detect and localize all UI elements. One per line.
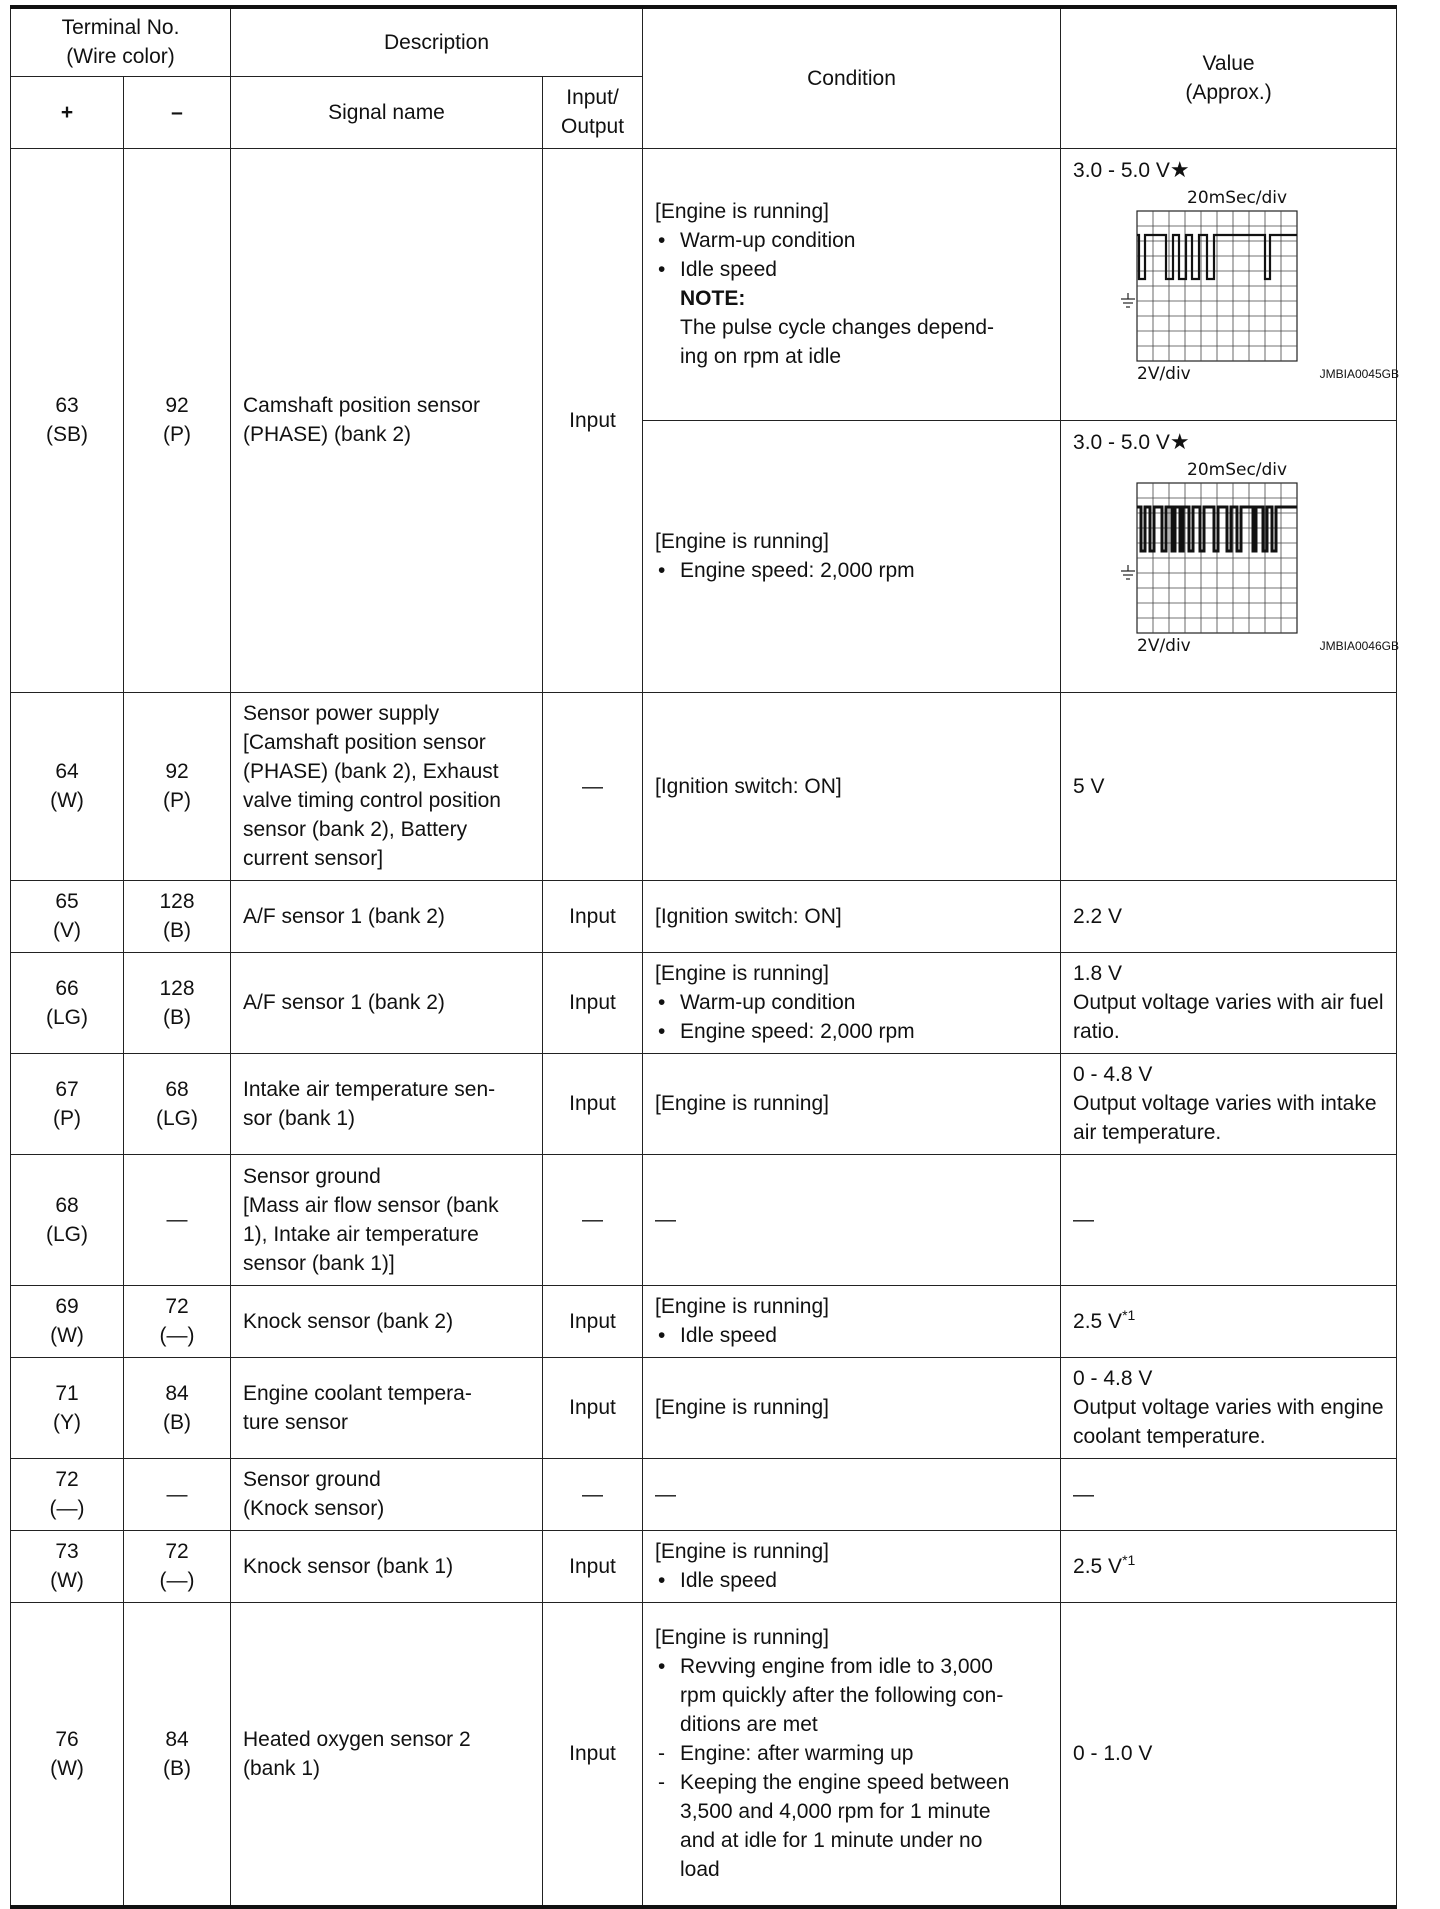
signal-name-cell (231, 692, 543, 880)
value-line: ratio. (1073, 1020, 1120, 1043)
value-line: 1.8 V (1073, 962, 1123, 985)
plus-terminal-number: 73 (55, 1540, 79, 1563)
value-cell (1061, 952, 1397, 1053)
signal-name-line: 1), Intake air temperature (243, 1222, 479, 1246)
condition-item (655, 1652, 1048, 1739)
signal-name-line: ture sensor (243, 1410, 349, 1434)
value-range: 3.0 - 5.0 V (1073, 158, 1170, 182)
condition-cell (643, 1053, 1061, 1154)
signal-name-cell (231, 1053, 543, 1154)
plus-terminal-cell (11, 692, 124, 880)
terminal-header (11, 7, 231, 76)
value-label: Value (1202, 52, 1255, 76)
plus-terminal-cell (11, 1285, 124, 1357)
approx-label: (Approx.) (1185, 81, 1272, 105)
condition-item (655, 1566, 1048, 1595)
signal-name-line: Heated oxygen sensor 2 (243, 1727, 471, 1751)
condition-item-text: Warm-up condition (680, 991, 856, 1014)
signal-name-line: Intake air temperature sen- (243, 1077, 496, 1101)
condition-item-text: Engine speed: 2,000 rpm (680, 1020, 915, 1043)
condition-item (655, 255, 1048, 284)
plus-wire-color: (V) (53, 919, 81, 942)
bullet-mark: • (658, 991, 666, 1014)
input-output-cell: Input (543, 1285, 643, 1357)
signal-name-line: (PHASE) (bank 2), Exhaust (243, 760, 499, 783)
condition-item-line: Engine: after warming up (680, 1742, 914, 1766)
plus-terminal-cell (11, 1458, 124, 1530)
time-division-label: 20mSec/div (1187, 459, 1288, 480)
condition-item (655, 226, 1048, 255)
signal-name-cell (231, 1602, 543, 1907)
value-text: 2.5 V (1073, 1554, 1123, 1578)
condition-item-line: and at idle for 1 minute under no (680, 1829, 983, 1853)
signal-name-header: Signal name (231, 76, 543, 148)
value-cell (1061, 1053, 1397, 1154)
wire-color-label: (Wire color) (66, 45, 175, 69)
volt-division-label: 2V/div (1137, 363, 1191, 384)
condition-item-text: Idle speed (680, 1324, 777, 1347)
signal-name-line: Knock sensor (bank 1) (243, 1554, 454, 1578)
note-text: The pulse cycle changes depend- (680, 316, 995, 339)
terminal-table (10, 5, 1400, 1909)
bullet-mark: • (658, 1020, 666, 1043)
signal-name-line: Sensor power supply (243, 702, 440, 725)
value-cell (1061, 420, 1400, 692)
signal-name-cell (231, 1530, 543, 1602)
table-row (11, 1357, 1397, 1458)
input-output-cell: Input (543, 148, 643, 692)
value-text: 2.2 V (1073, 904, 1123, 928)
input-output-cell: Input (543, 1053, 643, 1154)
minus-terminal-cell (124, 1357, 231, 1458)
signal-name-line: A/F sensor 1 (bank 2) (243, 904, 445, 928)
condition-cell (643, 1357, 1061, 1458)
description-header: Description (231, 7, 643, 76)
minus-terminal-cell (124, 1458, 231, 1530)
condition-heading: [Engine is running] (655, 530, 829, 553)
condition-item-text: Idle speed (680, 1569, 777, 1592)
value-range: 3.0 - 5.0 V (1073, 430, 1170, 454)
condition-item-text: Engine speed: 2,000 rpm (680, 559, 915, 582)
minus-wire-color: (B) (163, 1410, 191, 1434)
table-row (11, 1053, 1397, 1154)
plus-wire-color: (Y) (53, 1410, 81, 1434)
minus-terminal-cell (124, 1530, 231, 1602)
condition-item-text: Warm-up condition (680, 229, 856, 252)
condition-cell (643, 1530, 1061, 1602)
signal-name-line: valve timing control position (243, 789, 501, 812)
table-body (11, 148, 1400, 1907)
plus-wire-color: (LG) (46, 1005, 88, 1029)
plus-wire-color: (—) (49, 1497, 85, 1520)
condition-text: — (655, 1482, 677, 1506)
io-label-bottom: Output (560, 115, 625, 138)
io-header (543, 76, 643, 148)
plus-terminal-number: 64 (55, 760, 79, 783)
bullet-mark: • (658, 229, 666, 252)
table-row (11, 1285, 1397, 1357)
plus-wire-color: (W) (50, 1756, 84, 1780)
condition-text: [Ignition switch: ON] (655, 904, 842, 928)
condition-item (655, 988, 1048, 1017)
bullet-mark: • (658, 1569, 666, 1592)
condition-heading: [Engine is running] (655, 1295, 829, 1318)
signal-name-line: (bank 1) (243, 1756, 321, 1780)
minus-wire-color: (B) (163, 1756, 191, 1780)
figure-code: JMBIA0046GB (1319, 638, 1400, 653)
signal-name-line: (Knock sensor) (243, 1497, 385, 1520)
input-output-cell: Input (543, 1357, 643, 1458)
plus-terminal-cell (11, 952, 124, 1053)
plus-terminal-cell (11, 1053, 124, 1154)
condition-header: Condition (643, 7, 1061, 148)
condition-cell (643, 148, 1061, 420)
condition-cell (643, 1154, 1061, 1285)
bullet-mark: • (658, 1324, 666, 1347)
value-line: coolant temperature. (1073, 1425, 1266, 1448)
ground-icon (1121, 293, 1135, 307)
condition-cell (643, 952, 1061, 1053)
condition-item-line: load (680, 1858, 720, 1882)
table-row (11, 1602, 1397, 1907)
value-cell (1061, 880, 1397, 952)
signal-name-line: current sensor] (243, 847, 384, 870)
condition-item-line: Revving engine from idle to 3,000 (680, 1655, 993, 1679)
terminal-label: Terminal No. (61, 16, 180, 40)
minus-terminal-number: 128 (159, 890, 195, 913)
minus-terminal-cell (124, 952, 231, 1053)
input-output-cell: Input (543, 952, 643, 1053)
signal-name-line: Sensor ground (243, 1164, 381, 1188)
bullet-mark: - (658, 1742, 666, 1766)
plus-wire-color: (LG) (46, 1222, 88, 1246)
condition-heading: [Engine is running] (655, 962, 829, 985)
figure-code: JMBIA0045GB (1319, 366, 1400, 381)
plus-terminal-number: 76 (55, 1727, 79, 1751)
plus-wire-color: (SB) (46, 423, 88, 446)
bullet-mark: • (658, 1655, 666, 1679)
value-line: Output voltage varies with engine (1073, 1396, 1384, 1419)
table-row (11, 880, 1397, 952)
condition-list (655, 226, 1048, 284)
table-row (11, 1530, 1397, 1602)
condition-text: — (655, 1208, 677, 1231)
condition-text: [Engine is running] (655, 1396, 829, 1419)
minus-terminal-number: 128 (159, 976, 195, 1000)
scope-grid (1137, 211, 1297, 361)
value-text: 2.5 V (1073, 1309, 1123, 1333)
plus-terminal-cell (11, 1154, 124, 1285)
plus-wire-color: (W) (50, 1324, 84, 1347)
condition-list (655, 1566, 1048, 1595)
input-output-cell: — (543, 692, 643, 880)
minus-terminal-number: — (166, 1482, 188, 1506)
signal-name-line: A/F sensor 1 (bank 2) (243, 991, 445, 1014)
note-heading: NOTE: (680, 287, 746, 310)
value-line: 0 - 4.8 V (1073, 1367, 1153, 1390)
signal-name-cell (231, 1285, 543, 1357)
condition-heading: [Engine is running] (655, 1540, 829, 1563)
condition-item-line: ditions are met (680, 1713, 818, 1737)
condition-item-line: rpm quickly after the following con- (680, 1684, 1004, 1708)
value-line: 0 - 4.8 V (1073, 1063, 1153, 1086)
value-cell (1061, 1458, 1397, 1530)
condition-list (655, 988, 1048, 1046)
signal-name-line: [Camshaft position sensor (243, 731, 486, 754)
plus-terminal-number: 69 (55, 1295, 79, 1318)
minus-terminal-number: 92 (165, 394, 189, 417)
waveform-trace (1137, 507, 1297, 551)
time-division-label: 20mSec/div (1187, 187, 1288, 208)
table-row (11, 148, 1397, 420)
plus-terminal-number: 66 (55, 976, 79, 1000)
condition-text: [Ignition switch: ON] (655, 774, 842, 798)
bullet-mark: • (658, 559, 666, 582)
condition-item (655, 1321, 1048, 1350)
signal-name-line: sensor (bank 1)] (243, 1251, 395, 1275)
minus-wire-color: (B) (163, 1005, 191, 1029)
table-row (11, 1154, 1397, 1285)
signal-name-cell (231, 148, 543, 692)
condition-item (655, 556, 1048, 585)
minus-terminal-number: — (166, 1208, 188, 1231)
condition-cell (643, 880, 1061, 952)
condition-item (655, 1768, 1048, 1884)
value-cell (1061, 148, 1400, 420)
plus-terminal-number: 67 (55, 1077, 79, 1101)
minus-terminal-number: 72 (165, 1295, 189, 1318)
value-text (1073, 155, 1384, 185)
plus-terminal-cell (11, 1530, 124, 1602)
plus-wire-color: (W) (50, 1569, 84, 1592)
minus-header: – (124, 76, 231, 148)
value-cell (1061, 1530, 1397, 1602)
condition-heading: [Engine is running] (655, 200, 829, 223)
minus-terminal-cell (124, 1602, 231, 1907)
minus-wire-color: (B) (163, 919, 191, 942)
plus-terminal-number: 71 (55, 1381, 79, 1405)
bullet-mark: - (658, 1771, 666, 1795)
input-output-cell: Input (543, 880, 643, 952)
plus-terminal-number: 65 (55, 890, 79, 913)
plus-terminal-cell (11, 880, 124, 952)
condition-cell (643, 1458, 1061, 1530)
bullet-mark: • (658, 258, 666, 281)
signal-name-cell (231, 1154, 543, 1285)
io-label-top: Input/ (566, 86, 619, 109)
signal-name-line: Sensor ground (243, 1468, 381, 1491)
table-row (11, 692, 1397, 880)
signal-name-cell (231, 880, 543, 952)
condition-cell (643, 692, 1061, 880)
signal-name-line: Engine coolant tempera- (243, 1381, 472, 1405)
minus-terminal-number: 92 (165, 760, 189, 783)
oscilloscope-waveform (1113, 185, 1399, 385)
condition-list (655, 1652, 1048, 1884)
condition-item-text: Idle speed (680, 258, 777, 281)
minus-terminal-number: 72 (165, 1540, 189, 1563)
minus-wire-color: (P) (163, 789, 191, 812)
minus-terminal-cell (124, 148, 231, 692)
plus-terminal-cell (11, 1602, 124, 1907)
plus-terminal-number: 63 (55, 394, 79, 417)
value-with-waveform (1073, 155, 1400, 385)
minus-terminal-number: 84 (165, 1727, 189, 1751)
value-with-waveform (1073, 427, 1400, 657)
plus-terminal-number: 68 (55, 1193, 79, 1217)
condition-cell (643, 420, 1061, 692)
condition-text: [Engine is running] (655, 1092, 829, 1115)
plus-wire-color: (W) (50, 789, 84, 812)
minus-terminal-number: 68 (165, 1077, 189, 1101)
minus-wire-color: (P) (163, 423, 191, 446)
value-text: 0 - 1.0 V (1073, 1742, 1153, 1766)
plus-terminal-cell (11, 1357, 124, 1458)
signal-name-line: sensor (bank 2), Battery (243, 818, 468, 841)
value-text: — (1073, 1208, 1095, 1231)
footnote-ref: *1 (1122, 1306, 1136, 1323)
footnote-ref: *1 (1122, 1551, 1136, 1568)
star-icon: ★ (1169, 156, 1190, 182)
condition-cell (643, 1602, 1061, 1907)
volt-division-label: 2V/div (1137, 635, 1191, 656)
value-line: Output voltage varies with air fuel (1073, 991, 1384, 1014)
value-line: air temperature. (1073, 1121, 1222, 1144)
value-cell (1061, 1602, 1397, 1907)
condition-list (655, 556, 1048, 585)
star-icon: ★ (1169, 428, 1190, 454)
oscilloscope-waveform (1113, 457, 1399, 657)
signal-name-cell (231, 1458, 543, 1530)
plus-header: + (11, 76, 124, 148)
signal-name-line: Camshaft position sensor (243, 394, 480, 417)
input-output-cell: Input (543, 1530, 643, 1602)
value-cell (1061, 1285, 1397, 1357)
signal-name-line: sor (bank 1) (243, 1106, 356, 1130)
table-row (11, 1458, 1397, 1530)
plus-wire-color: (P) (53, 1106, 81, 1130)
input-output-cell: — (543, 1154, 643, 1285)
minus-wire-color: (—) (159, 1324, 195, 1347)
condition-heading: [Engine is running] (655, 1626, 829, 1650)
minus-terminal-cell (124, 1053, 231, 1154)
plus-terminal-cell (11, 148, 124, 692)
minus-terminal-cell (124, 880, 231, 952)
value-header (1061, 7, 1397, 148)
signal-name-cell (231, 952, 543, 1053)
signal-name-cell (231, 1357, 543, 1458)
minus-terminal-number: 84 (165, 1381, 189, 1405)
signal-name-line: (PHASE) (bank 2) (243, 423, 412, 446)
condition-item-line: 3,500 and 4,000 rpm for 1 minute (680, 1800, 991, 1824)
minus-wire-color: (LG) (156, 1106, 198, 1130)
value-line: Output voltage varies with intake (1073, 1092, 1377, 1115)
value-text: — (1073, 1482, 1095, 1506)
signal-name-line: Knock sensor (bank 2) (243, 1309, 454, 1333)
condition-list (655, 1321, 1048, 1350)
note-text: ing on rpm at idle (680, 345, 842, 368)
minus-terminal-cell (124, 1154, 231, 1285)
signal-name-line: [Mass air flow sensor (bank (243, 1193, 499, 1217)
plus-terminal-number: 72 (55, 1468, 79, 1491)
condition-item-line: Keeping the engine speed between (680, 1771, 1010, 1795)
table-row (11, 952, 1397, 1053)
ground-icon (1121, 565, 1135, 579)
input-output-cell: — (543, 1458, 643, 1530)
condition-item (655, 1739, 1048, 1768)
condition-item (655, 1017, 1048, 1046)
minus-wire-color: (—) (159, 1569, 195, 1592)
value-cell (1061, 1357, 1397, 1458)
condition-cell (643, 1285, 1061, 1357)
minus-terminal-cell (124, 1285, 231, 1357)
input-output-cell: Input (543, 1602, 643, 1907)
value-text: 5 V (1073, 774, 1105, 798)
value-text (1073, 427, 1384, 457)
value-cell (1061, 692, 1397, 880)
minus-terminal-cell (124, 692, 231, 880)
value-cell (1061, 1154, 1397, 1285)
